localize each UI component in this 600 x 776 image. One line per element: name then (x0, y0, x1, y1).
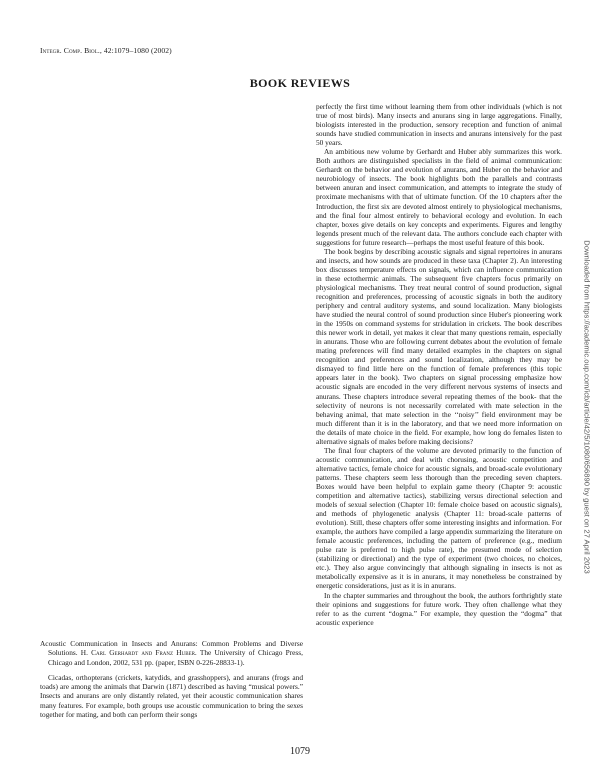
body-paragraph: The final four chapters of the volume are devoted primarily to the function of acoustic communication, and deal with chorusing, acoustic competition and alternative tactics, female choice for acoustic signals, and broad-scale evolutionary patterns. These chapters seem less thorough than the preceding seven chapters. Boxes would have been helpful to explain game theory (Chapter 9: acoustic competition and alternative tactics), stabilizing versus directional selection and models of sexual selection (Chapter 10: female choice based on acoustic signals), and methods of phylogenetic analysis (Chapter 11: broad-scale patterns of evolution). Still, these chapters offer some interesting insights and information. For example, the authors have compiled a large appendix summarizing the literature on female acoustic preferences, including the pattern of preference (e.g., medium pulse rate is preferred to high pulse rate), the presumed mode of selection (stabilizing or directional) and the type of experiment (two choices, no choices, etc.). They also argue convincingly that although signaling in insects is not as metabolically expensive as it is in anurans, it may nonetheless be constrained by energetic considerations, just as it is in anurans. (316, 445, 562, 591)
body-paragraph: perfectly the first time without learning them from other individuals (which is not true of most birds). Many insects and anurans sing in large aggregations. Finally, biologists interested in the production, sensory reception and function of animal sounds have studied communication in insects and anurans intensively for the past 50 years. (316, 102, 562, 148)
left-column (40, 639, 303, 719)
download-watermark (580, 152, 594, 662)
journal-abbreviation: Integr. Comp. Biol. (40, 46, 100, 55)
citation-book-title: Acoustic Communication in Insects and Anurans: Common Problems and Diverse Solutions. (40, 639, 303, 658)
body-paragraph: Cicadas, orthopterans (crickets, katydids, and grasshoppers), and anurans (frogs and toads) are among the animals that Darwin (1871) described as having “musical powers.” Insects and anurans are only distantly related, yet their acoustic communication shares many features. For example, both groups use acoustic communication to bring the sexes together for mating, and both can perform their songs (40, 672, 303, 720)
citation-authors: H. Carl Gerhardt and Franz Huber. (80, 648, 197, 658)
right-column (316, 102, 562, 627)
volume-pages: , 42:1079–1080 (2002) (99, 46, 172, 55)
body-paragraph: The book begins by describing acoustic signals and signal repertoires in anurans and insects, and how sounds are produced in these taxa (Chapter 2). An interesting box discusses temperature effects on signals, which can influence communication in these ectothermic animals. The subsequent five chapters focus primarily on physiological mechanisms. They treat neural control of sound production, signal recognition and preferences, processing of acoustic signals in both the auditory periphery and central auditory systems, and sound localization. Many biologists have studied the neural control of sound production since Huber's pioneering work in the 1950s on command systems for stridulation in crickets. The book describes this newer work in detail, yet makes it clear that many questions remain, especially in anurans. Those who are following current debates about the evolution of female mating preferences will find many detailed examples in the chapters on signal recognition and preferences and sound localization, although they may be dismayed to find little here on the function of female preferences (this topic appears later in the book). Two chapters on signal processing emphasize how acoustic signals are encoded in the very different nervous systems of insects and anurans. These chapters introduce several repeating themes of the book- that the selectivity of neurons is not necessarily correlated with mate selection in the behaving animal, that mate selection in the ‘‘noisy’’ field environment may be much different than it is in the laboratory, and that we need more information on the details of mate choice in the field. For example, how long do females listen to alternative signals of males before making decisions? (316, 246, 562, 446)
running-header (40, 46, 172, 55)
citation-publisher: The University of Chicago Press, Chicago and London, 2002, 531 pp. (paper, ISBN 0-226-28833-1). (48, 648, 303, 667)
body-paragraph: An ambitious new volume by Gerhardt and Huber ably summarizes this work. Both authors are distinguished specialists in the field of animal communication: Gerhardt on the behavior and evolution of anurans, and Huber on the behavior and neurobiology of insects. The book highlights both the parallels and contrasts between anuran and insect communication, and attempts to integrate the study of proximate mechanisms with that of ultimate function. Of the 10 chapters after the Introduction, the first six are devoted almost entirely to physiological mechanisms, and the final four almost entirely to behavioral ecology and evolution. In each chapter, boxes give details on key concepts and experiments. Figures and lengthy legends present much of the relevant data. The authors conclude each chapter with suggestions for future research—perhaps the most useful feature of this book. (316, 147, 562, 247)
body-paragraph: In the chapter summaries and throughout the book, the authors forthrightly state their opinions and suggestions for future work. They often challenge what they refer to as the current “dogma.” For example, they question the “dogma” that acoustic experience (316, 590, 562, 627)
book-citation (40, 639, 303, 667)
download-watermark-text: Downloaded from https://academic.oup.com/icb/article/42/5/1080/656890 by guest on 27 April 2023 (582, 240, 592, 574)
page-number: 1079 (290, 746, 310, 757)
section-title: BOOK REVIEWS (249, 76, 351, 90)
